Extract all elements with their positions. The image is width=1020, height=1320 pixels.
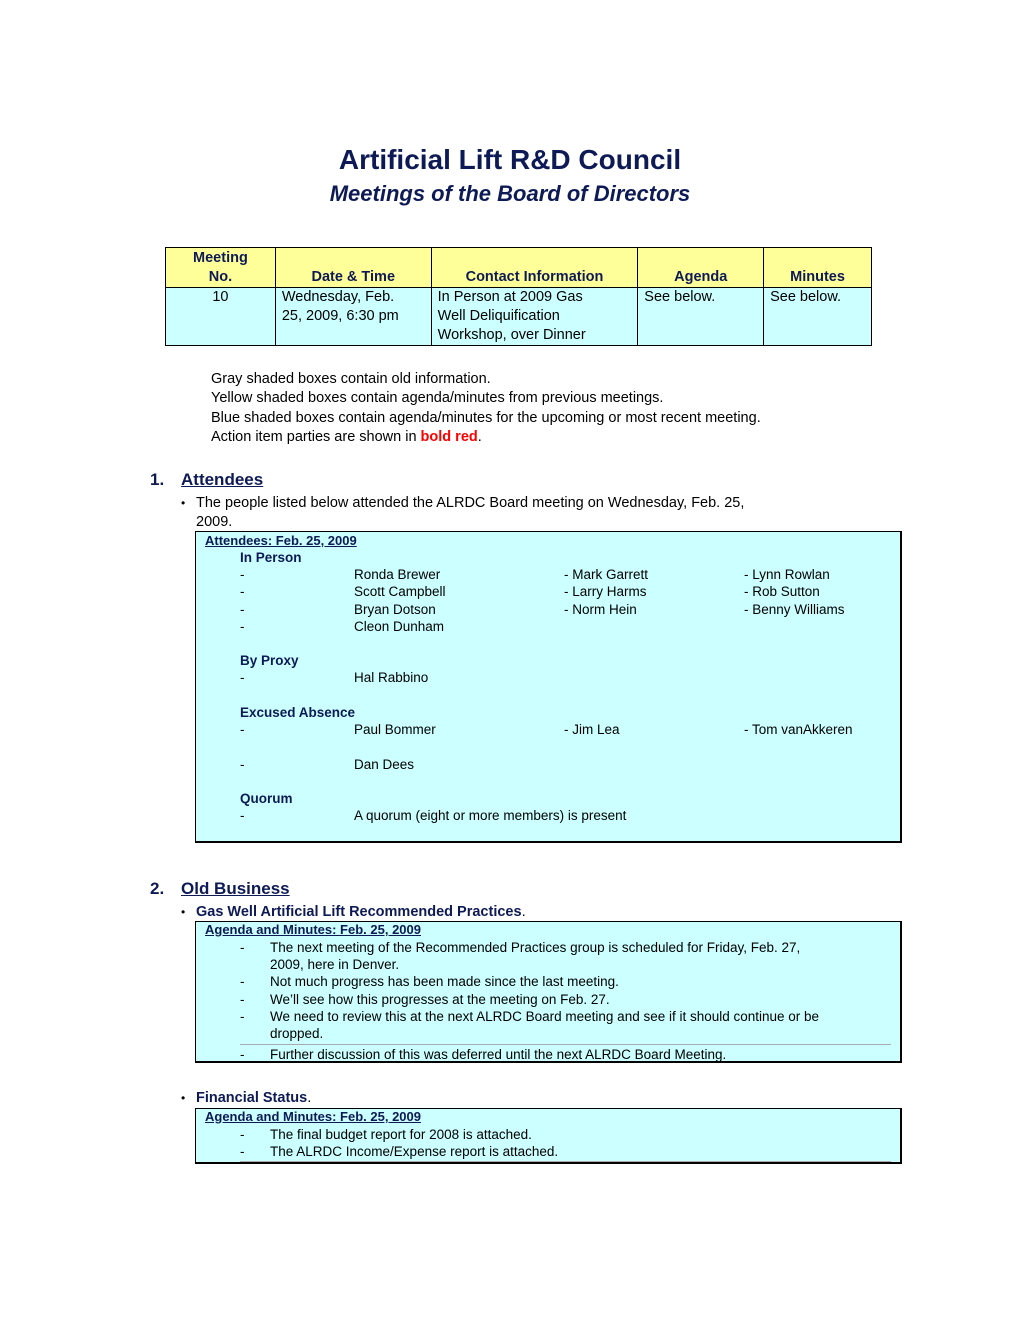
header-agenda: Agenda [638, 248, 764, 288]
rp-lines [270, 939, 819, 1042]
quorum-text: A quorum (eight or more members) is present [354, 808, 627, 823]
header-minutes: Minutes [764, 248, 872, 288]
in-person-col3 [744, 566, 845, 618]
section-2-title: Old Business [181, 879, 290, 898]
header-date-time: Date & Time [275, 248, 431, 288]
meeting-table [165, 247, 872, 346]
meeting-table-header [166, 248, 872, 288]
legend-yellow: Yellow shaded boxes contain agenda/minutes from previous meetings. [211, 390, 664, 407]
in-person-dashes: - - - - [240, 567, 245, 634]
cell-meeting-no: 10 [166, 288, 276, 346]
excused-col1: Paul Bommer [354, 722, 436, 737]
fs-lines [270, 1126, 558, 1160]
list-item: We need to review this at the next ALRDC Board meeting and see if it should continue or be [270, 1008, 820, 1024]
by-proxy-label: By Proxy [240, 653, 299, 668]
divider [240, 1044, 891, 1045]
list-item: dropped. [270, 1026, 324, 1042]
header-contact: Contact Information [431, 248, 638, 288]
excused-col3: - Tom vanAkkeren [744, 722, 853, 737]
document-title: Artificial Lift R&D Council [338, 144, 682, 175]
bullet-icon: • [181, 1091, 186, 1105]
attendee: Scott Campbell [354, 584, 446, 600]
attendee: Ronda Brewer [354, 567, 441, 582]
attendee: - Mark Garrett [564, 567, 649, 582]
bullet-icon: • [181, 496, 186, 510]
list-item: 2009, here in Denver. [270, 957, 400, 973]
attendee: - Norm Hein [564, 601, 637, 617]
attendee: - Larry Harms [564, 584, 647, 600]
section-1-bullet: The people listed below attended the ALRDC Board meeting on Wednesday, Feb. 25, [196, 495, 745, 511]
excused-extra: Dan Dees [354, 757, 415, 772]
list-item: We’ll see how this progresses at the meeting on Feb. 27. [270, 991, 610, 1007]
divider [240, 1161, 891, 1162]
attendee: Cleon Dunham [354, 618, 445, 634]
in-person-col2 [564, 566, 648, 618]
bullet-icon: • [181, 905, 186, 919]
cell-contact: In Person at 2009 Gas Well Deliquification Workshop, over Dinner [431, 288, 638, 346]
in-person-col1 [354, 566, 446, 635]
cell-minutes: See below. [764, 288, 872, 346]
item-recommended-practices: Gas Well Artificial Lift Recommended Practices. [196, 904, 526, 920]
excused-extra-dash: - [240, 757, 245, 772]
legend-blue: Blue shaded boxes contain agenda/minutes for the upcoming or most recent meeting. [211, 409, 761, 426]
cell-date-time: Wednesday, Feb. 25, 2009, 6:30 pm [275, 288, 431, 346]
item-financial-status: Financial Status. [196, 1090, 312, 1106]
excused-label: Excused Absence [240, 705, 356, 720]
section-2-number: 2. [150, 879, 165, 898]
legend-action: Action item parties are shown in bold red. [211, 428, 482, 445]
section-1-bullet-cont: 2009. [196, 514, 233, 530]
attendees-box-heading: Attendees: Feb. 25, 2009 [205, 533, 357, 548]
excused-dash: - [240, 722, 245, 737]
list-item: The next meeting of the Recommended Practices group is scheduled for Friday, Feb. 27, [270, 940, 801, 955]
quorum-label: Quorum [240, 791, 293, 806]
rp-dashes: - - - - [240, 940, 245, 1024]
rp-final-dash: - [240, 1047, 245, 1062]
list-item: Not much progress has been made since the last meeting. [270, 974, 619, 990]
quorum-dash: - [240, 808, 245, 823]
section-1-number: 1. [150, 470, 165, 489]
attendee: Bryan Dotson [354, 601, 436, 617]
fs-dashes: - - [240, 1127, 245, 1160]
table-row [166, 288, 872, 346]
section-1-title: Attendees [181, 470, 264, 489]
attendee: - Benny Williams [744, 601, 845, 617]
by-proxy-name: Hal Rabbino [354, 670, 429, 685]
cell-agenda: See below. [638, 288, 764, 346]
fs-box-heading: Agenda and Minutes: Feb. 25, 2009 [205, 1109, 421, 1124]
document-subtitle: Meetings of the Board of Directors [329, 181, 691, 206]
legend-gray: Gray shaded boxes contain old information. [211, 371, 491, 387]
shading-legend [211, 370, 761, 447]
list-item: The final budget report for 2008 is attached. [270, 1127, 532, 1142]
list-item: Further discussion of this was deferred until the next ALRDC Board Meeting. [270, 1047, 727, 1062]
header-meeting-no: Meeting No. [166, 248, 276, 288]
excused-col2: - Jim Lea [564, 722, 620, 737]
rp-box-heading: Agenda and Minutes: Feb. 25, 2009 [205, 922, 421, 937]
attendee: - Lynn Rowlan [744, 567, 830, 582]
list-item: The ALRDC Income/Expense report is attached. [270, 1144, 559, 1160]
by-proxy-dash: - [240, 670, 245, 685]
attendee: - Rob Sutton [744, 584, 820, 600]
in-person-label: In Person [240, 550, 302, 565]
